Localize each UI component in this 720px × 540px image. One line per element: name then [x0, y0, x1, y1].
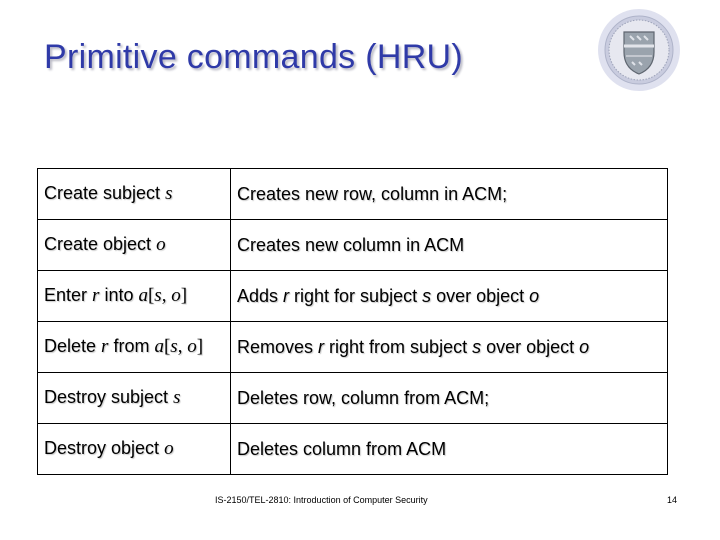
- description-text-segment: o: [579, 336, 590, 357]
- university-seal-logo: [597, 8, 681, 92]
- table-row: [38, 424, 668, 475]
- command-text-segment: s: [165, 183, 173, 204]
- command-text-segment: s: [154, 285, 162, 306]
- command-text-segment: o: [187, 336, 197, 357]
- description-text-segment: Creates new row, column in ACM;: [237, 183, 508, 204]
- description-cell: [231, 322, 668, 373]
- page-number: 14: [667, 495, 678, 505]
- description-text-segment: r: [283, 285, 290, 306]
- command-text-segment: into: [99, 285, 139, 305]
- command-text-segment: ]: [196, 336, 204, 357]
- table-row: [38, 220, 668, 271]
- description-text-segment: Removes: [237, 336, 319, 357]
- command-text-segment: s: [170, 336, 178, 357]
- command-cell: [38, 322, 231, 373]
- command-text-segment: Create subject: [44, 183, 166, 203]
- command-cell: [38, 271, 231, 322]
- command-text-segment: r: [101, 336, 109, 357]
- command-text-segment: Create object: [44, 234, 157, 254]
- command-text-segment: Delete: [44, 336, 102, 356]
- description-text-segment: o: [529, 285, 540, 306]
- command-text-segment: Destroy object: [44, 438, 165, 458]
- command-text-segment: r: [92, 285, 100, 306]
- description-text-segment: Adds: [237, 285, 284, 306]
- description-cell: [231, 424, 668, 475]
- command-cell: [38, 169, 231, 220]
- command-text-segment: o: [171, 285, 181, 306]
- description-text-segment: s: [472, 336, 482, 357]
- command-text-segment: ,: [177, 336, 188, 357]
- command-text-segment: o: [156, 234, 166, 255]
- description-text-segment: r: [318, 336, 325, 357]
- command-text-segment: Destroy subject: [44, 387, 174, 407]
- command-text-segment: a: [138, 285, 148, 306]
- description-text-segment: s: [422, 285, 432, 306]
- description-cell: [231, 373, 668, 424]
- command-text-segment: ]: [180, 285, 188, 306]
- table-row: [38, 322, 668, 373]
- description-cell: [231, 220, 668, 271]
- hru-commands-table: [37, 168, 668, 475]
- command-text-segment: from: [108, 336, 155, 356]
- description-cell: [231, 271, 668, 322]
- footer-course-title: IS-2150/TEL-2810: Introduction of Computer Security: [215, 495, 428, 505]
- command-text-segment: o: [164, 438, 174, 459]
- table-row: [38, 373, 668, 424]
- command-cell: [38, 220, 231, 271]
- command-text-segment: [: [163, 336, 171, 357]
- table-row: [38, 271, 668, 322]
- command-text-segment: Enter: [44, 285, 93, 305]
- description-text-segment: right from subject: [324, 336, 473, 357]
- command-cell: [38, 424, 231, 475]
- command-text-segment: [: [147, 285, 155, 306]
- description-cell: [231, 169, 668, 220]
- description-text-segment: Deletes column from ACM: [237, 438, 447, 459]
- description-text-segment: Deletes row, column from ACM;: [237, 387, 490, 408]
- description-text-segment: Creates new column in ACM: [237, 234, 465, 255]
- command-text-segment: a: [154, 336, 164, 357]
- description-text-segment: right for subject: [289, 285, 423, 306]
- description-text-segment: over object: [431, 285, 530, 306]
- slide-title: Primitive commands (HRU): [44, 38, 464, 76]
- table-row: [38, 169, 668, 220]
- description-text-segment: over object: [481, 336, 580, 357]
- command-text-segment: ,: [161, 285, 172, 306]
- command-cell: [38, 373, 231, 424]
- command-text-segment: s: [173, 387, 181, 408]
